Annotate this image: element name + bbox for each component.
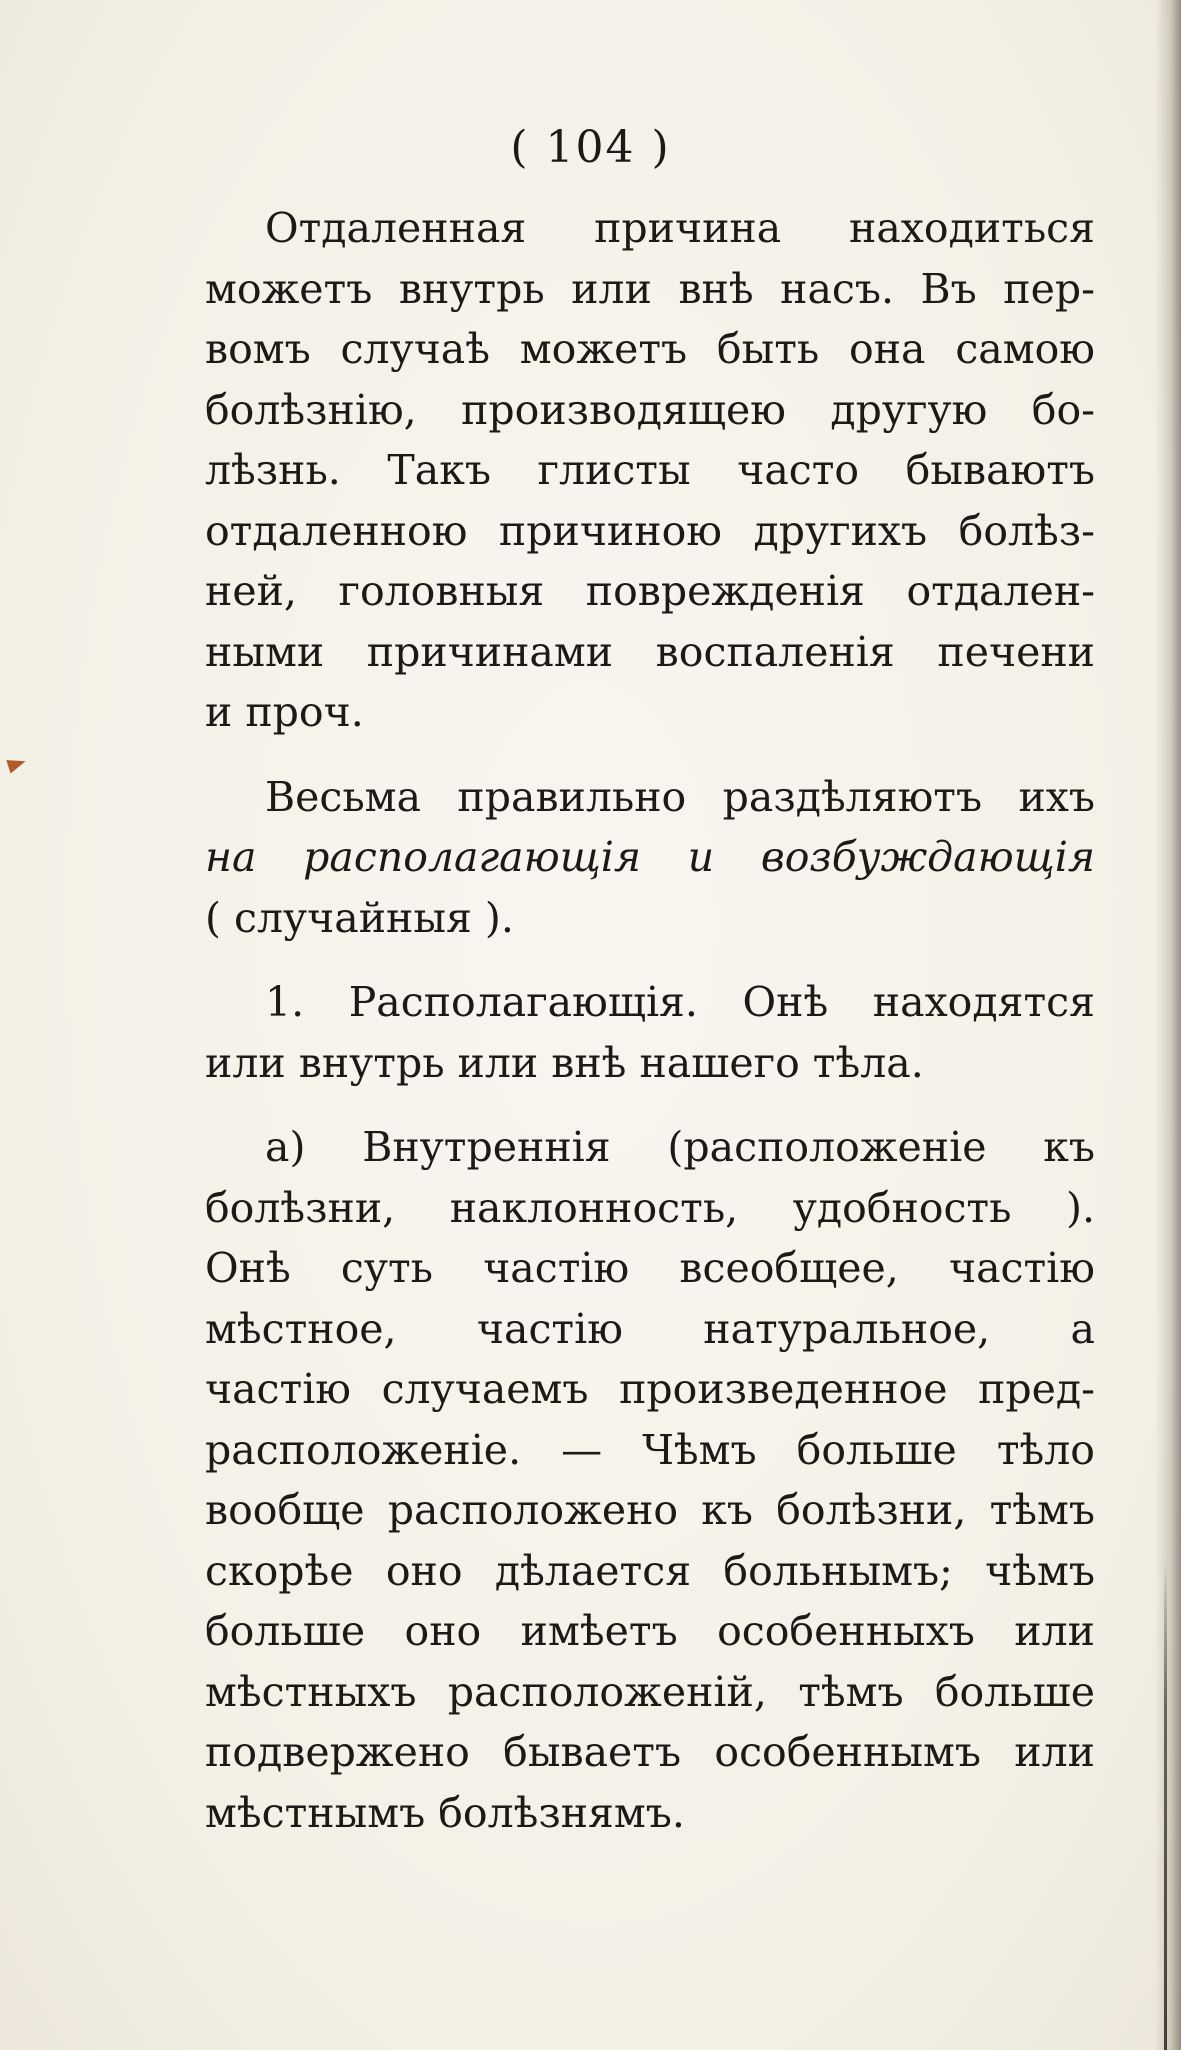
text-line: и проч. — [205, 688, 364, 736]
text-line: лѣзнь. Такъ глисты часто бываютъ — [205, 446, 1095, 494]
text-line: мѣстное, частію натуральное, а — [205, 1304, 1095, 1353]
text-line: или внутрь или внѣ нашего тѣла. — [205, 1038, 924, 1087]
page-edge-shadow — [1155, 0, 1181, 2050]
text-line: скорѣе оно дѣлается больнымъ; чѣмъ — [205, 1546, 1095, 1595]
page-number: ( 104 ) — [510, 122, 671, 173]
text-line: мѣстнымъ болѣзнямъ. — [205, 1788, 685, 1837]
text-line: расположеніе. — Чѣмъ больше тѣло — [205, 1425, 1095, 1474]
paragraph-internal — [205, 1117, 1095, 1843]
text-line: частію случаемъ произведенное пред- — [205, 1365, 1095, 1413]
body-text — [205, 198, 1095, 1843]
paragraph-remote-cause — [205, 198, 1095, 743]
text-line: ней, головныя поврежденія отдален- — [205, 567, 1095, 615]
margin-marker-icon — [6, 755, 27, 774]
text-line-italic: на располагающія и возбуждающія — [205, 833, 1095, 881]
text-line: болѣзни, наклонность, удобность ). — [205, 1183, 1095, 1232]
text-line: вообще расположено къ болѣзни, тѣмъ — [205, 1486, 1095, 1534]
text-line: 1. Располагающія. Онѣ находятся — [265, 978, 1095, 1026]
text-line: Отдаленная причина находиться — [265, 204, 1095, 252]
text-line: можетъ внутрь или внѣ насъ. Въ пер- — [205, 264, 1095, 313]
text-line: отдаленною причиною другихъ болѣз- — [205, 506, 1095, 555]
text-line: больше оно имѣетъ особенныхъ или — [205, 1607, 1095, 1655]
paragraph-division — [205, 767, 1095, 949]
paragraph-predisposing — [205, 972, 1095, 1093]
text-line: мѣстныхъ расположеній, тѣмъ больше — [205, 1667, 1095, 1716]
text-line: Онѣ суть частію всеобщее, частію — [205, 1244, 1095, 1292]
text-line: ными причинами воспаленія печени — [205, 627, 1095, 676]
text-line: подвержено бываетъ особеннымъ или — [205, 1728, 1095, 1776]
text-line: Весьма правильно раздѣляютъ ихъ — [265, 772, 1095, 821]
text-line: болѣзнію, производящею другую бо- — [205, 385, 1095, 434]
text-line: а) Внутреннія (расположеніе къ — [265, 1123, 1095, 1171]
text-line: ( случайныя ). — [205, 893, 514, 942]
page-edge-line — [1164, 1560, 1167, 2050]
text-line: вомъ случаѣ можетъ быть она самою — [205, 325, 1095, 373]
